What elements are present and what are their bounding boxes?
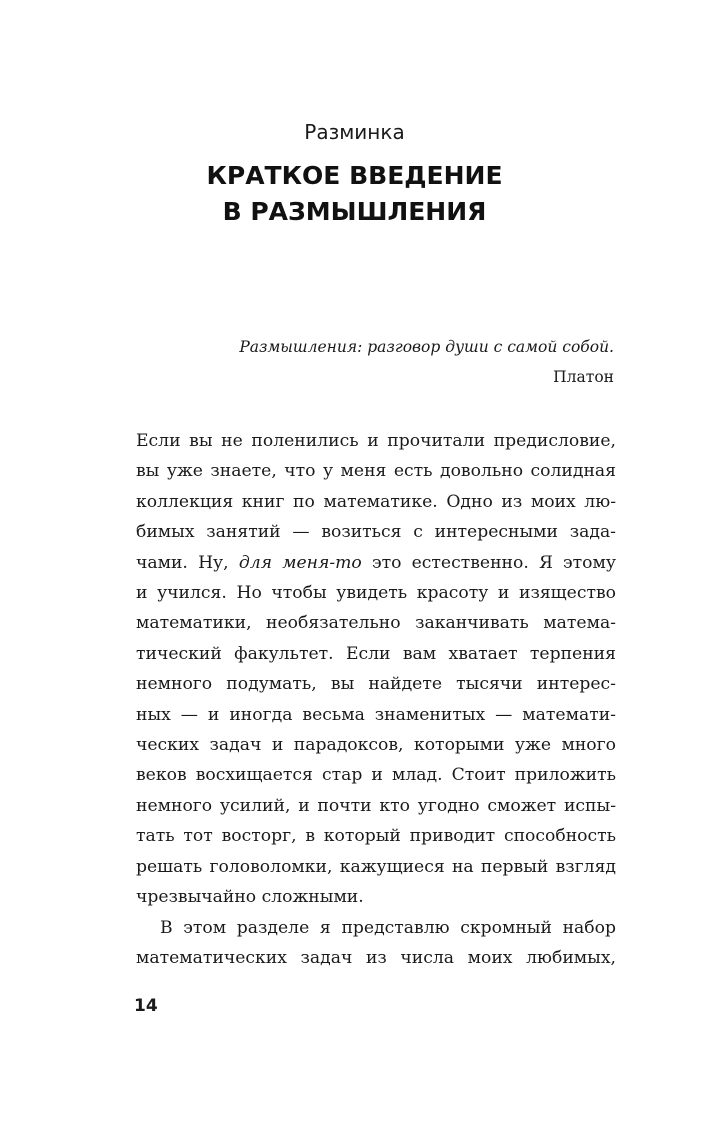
text-line: математических задач из числа моих любимых, [136, 947, 616, 968]
page-number: 14 [134, 996, 158, 1016]
text-line: немного усилий, и почти кто угодно сможет испы- [136, 795, 616, 816]
text-line: ных — и иногда весьма знаменитых — математи- [136, 704, 616, 725]
text-line: Если вы не поленились и прочитали предисловие, [136, 431, 616, 451]
epigraph [239, 334, 614, 390]
text-line: веков восхищается стар и млад. Стоит приложить [136, 765, 616, 786]
text-line: коллекция книг по математике. Одно из моих лю- [136, 491, 616, 512]
text-line: чрезвычайно сложными. [136, 887, 364, 908]
epigraph-author: Платон [553, 368, 614, 386]
section-kicker: Разминка [304, 120, 405, 144]
text-line: решать головоломки, кажущиеся на первый взгляд [136, 856, 616, 877]
text-line: В этом разделе я представлю скромный набор [160, 917, 616, 938]
text-line: математики, необязательно заканчивать матема- [136, 613, 616, 634]
text-line [136, 548, 616, 578]
text-line: тать тот восторг, в который приводит способность [136, 826, 616, 847]
epigraph-quote: Размышления: разговор души с самой собой. [239, 338, 614, 356]
text-line: тический факультет. Если вам хватает терпения [136, 643, 616, 664]
text-line: бимых занятий — возиться с интересными зада- [136, 522, 616, 543]
text-span: это естественно. Я этому [361, 552, 616, 573]
emphasis-text: для меня-то [238, 552, 362, 573]
body-text [136, 426, 616, 973]
text-span: чами. Ну, [136, 552, 239, 573]
text-line: и учился. Но чтобы увидеть красоту и изящество [136, 583, 616, 604]
chapter-title-line: КРАТКОЕ ВВЕДЕНИЕ [206, 161, 503, 190]
chapter-title [0, 158, 709, 230]
text-line: немного подумать, вы найдете тысячи интерес- [136, 674, 616, 695]
text-line: вы уже знаете, что у меня есть довольно солидная [136, 461, 616, 482]
text-line: ческих задач и парадоксов, которыми уже много [136, 735, 616, 756]
chapter-title-line: В РАЗМЫШЛЕНИЯ [222, 197, 487, 226]
